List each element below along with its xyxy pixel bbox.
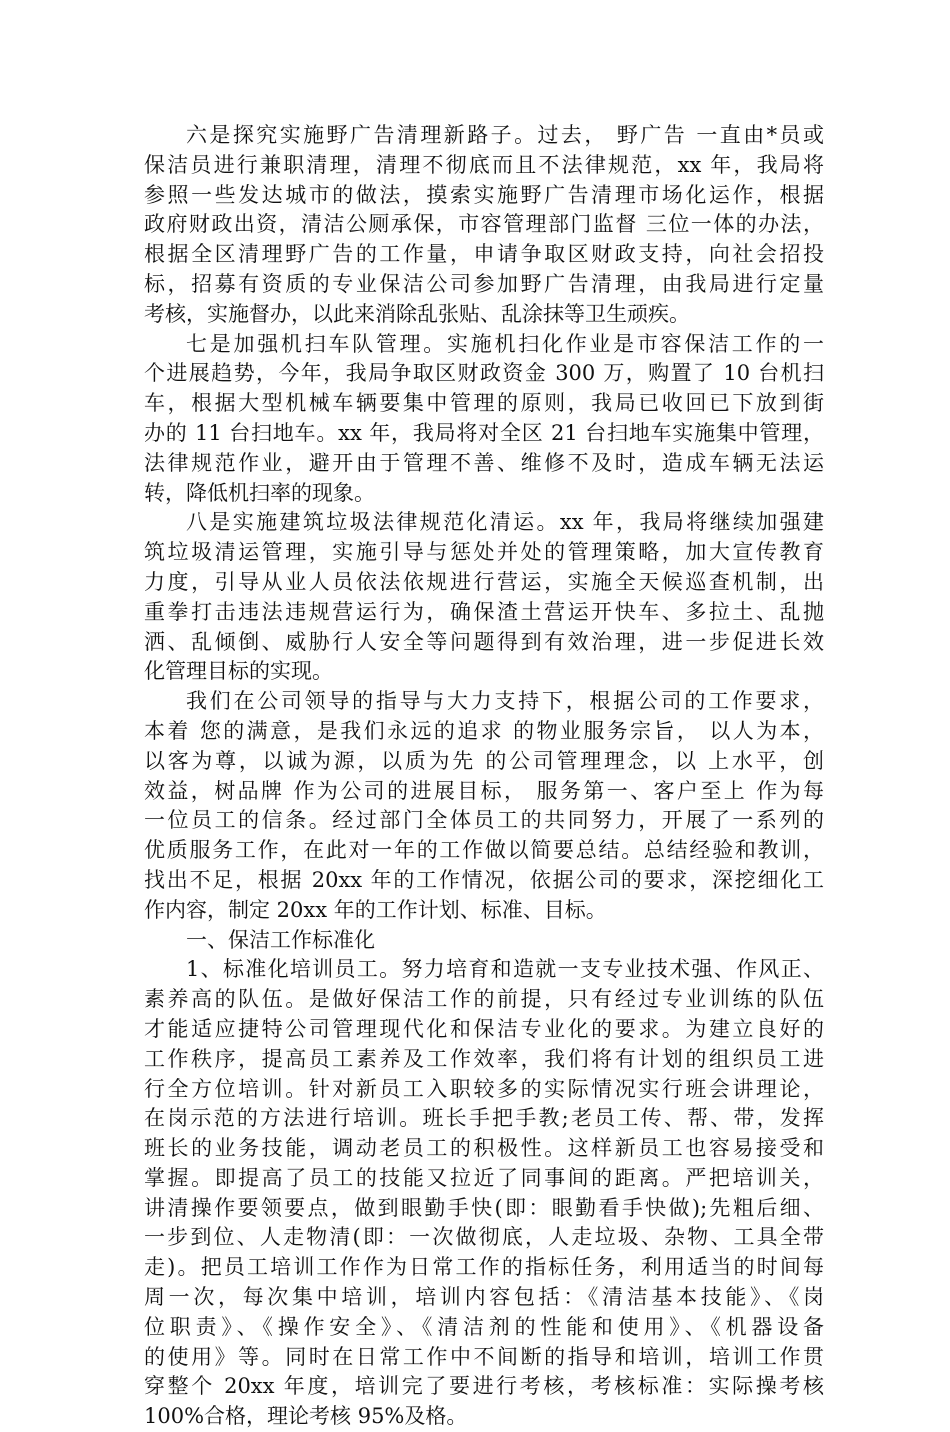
paragraph [144,687,824,925]
text-line: 保洁员进行兼职清理，清理不彻底而且不法律规范，xx 年，我局将 [144,152,824,177]
text-line: 以客为尊，以诚为源，以质为先 的公司管理理念，以 上水平，创 [144,748,824,773]
text-line: 政府财政出资，清洁公厕承保，市容管理部门监督 三位一体的办法， [144,212,824,237]
text-line: 效益，树品牌 作为公司的进展目标， 服务第一、客户至上 作为每 [144,778,824,803]
text-line: 优质服务工作，在此对一年的工作做以简要总结。总结经验和教训， [144,838,824,863]
text-line: 工作秩序，提高员工素养及工作效率，我们将有计划的组织员工进 [144,1046,824,1071]
text-line: 力度，引导从业人员依法依规进行营运，实施全天候巡查机制，出 [144,569,824,594]
text-line: 位职责》、《操作安全》、《清洁剂的性能和使用》、《机器设备 [144,1314,824,1339]
text-line: 重拳打击违法违规营运行为，确保渣土营运开快车、多拉土、乱抛 [144,599,824,624]
text-line: 找出不足，根据 20xx 年的工作情况，依据公司的要求，深挖细化工 [144,867,824,892]
text-line: 车，根据大型机械车辆要集中管理的原则，我局已收回已下放到街 [144,391,824,416]
paragraph [144,330,824,509]
text-line: 周一次，每次集中培训，培训内容包括：《清洁基本技能》、《岗 [144,1285,824,1310]
text-line: 根据全区清理野广告的工作量，申请争取区财政支持，向社会招投 [144,242,824,267]
text-line: 讲清操作要领要点，做到眼勤手快(即：眼勤看手快做);先粗后细、 [144,1195,824,1220]
text-line: 八是实施建筑垃圾法律规范化清运。xx 年，我局将继续加强建 [186,510,824,535]
text-line: 七是加强机扫车队管理。实施机扫化作业是市容保洁工作的一 [186,331,824,356]
paragraph [144,955,824,1432]
text-line: 1、标准化培训员工。努力培育和造就一支专业技术强、作风正、 [186,957,824,982]
text-line: 法律规范作业，避开由于管理不善、维修不及时，造成车辆无法运 [144,450,824,475]
text-line: 穿整个 20xx 年度，培训完了要进行考核，考核标准：实际操考核 [144,1374,824,1399]
text-line: 本着 您的满意，是我们永远的追求 的物业服务宗旨， 以人为本， [144,718,824,743]
text-line: 洒、乱倾倒、威胁行人安全等问题得到有效治理，进一步促进长效 [144,629,824,654]
text-line: 一位员工的信条。经过部门全体员工的共同努力，开展了一系列的 [144,808,824,833]
text-line: 转，降低机扫率的现象。 [144,480,375,505]
text-line: 六是探究实施野广告清理新路子。过去， 野广告 一直由*员或 [186,123,824,147]
text-line: 化管理目标的实现。 [144,659,333,684]
text-line: 在岗示范的方法进行培训。班长手把手教;老员工传、帮、带，发挥 [144,1106,824,1131]
text-line: 100%合格，理论考核 95%及格。 [144,1404,468,1429]
text-line: 行全方位培训。针对新员工入职较多的实际情况实行班会讲理论， [144,1076,824,1101]
text-line: 素养高的队伍。是做好保洁工作的前提，只有经过专业训练的队伍 [144,987,824,1012]
text-line: 作内容，制定 20xx 年的工作计划、标准、目标。 [144,897,607,922]
text-line: 的使用》等。同时在日常工作中不间断的指导和培训，培训工作贯 [144,1344,824,1369]
text-line: 筑垃圾清运管理，实施引导与惩处并处的管理策略，加大宣传教育 [144,540,824,565]
text-line: 掌握。即提高了员工的技能又拉近了同事间的距离。严把培训关， [144,1165,824,1190]
section-heading [144,926,824,956]
text-line: 才能适应捷特公司管理现代化和保洁专业化的要求。为建立良好的 [144,1016,824,1041]
text-line: 个进展趋势，今年，我局争取区财政资金 300 万，购置了 10 台机扫 [144,361,824,386]
paragraph [144,508,824,687]
text-line: 一步到位、人走物清(即：一次做彻底，人走垃圾、杂物、工具全带 [144,1225,824,1250]
text-line: 走)。把员工培训工作作为日常工作的指标任务，利用适当的时间每 [144,1255,824,1280]
paragraph [144,121,824,330]
text-line: 一、保洁工作标准化 [186,927,375,952]
text-line: 标，招募有资质的专业保洁公司参加野广告清理，由我局进行定量 [144,271,824,296]
text-line: 班长的业务技能，调动老员工的积极性。这样新员工也容易接受和 [144,1136,824,1161]
text-line: 办的 11 台扫地车。xx 年，我局将对全区 21 台扫地车实施集中管理， [144,420,824,445]
text-line: 参照一些发达城市的做法，摸索实施野广告清理市场化运作，根据 [144,182,824,207]
text-line: 我们在公司领导的指导与大力支持下，根据公司的工作要求， [186,689,824,714]
document-body [144,121,824,1432]
text-line: 考核，实施督办，以此来消除乱张贴、乱涂抹等卫生顽疾。 [144,301,690,326]
